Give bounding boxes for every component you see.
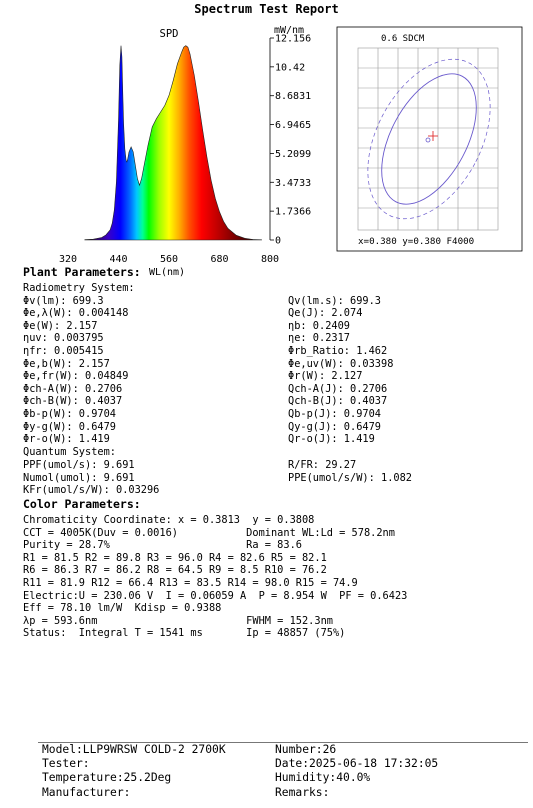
color-param-line: λp = 593.6nm FWHM = 152.3nm — [23, 614, 333, 627]
footer-left-field: Tester: — [42, 757, 90, 771]
quantum-param-left: PPF(umol/s): 9.691 — [23, 459, 135, 471]
plant-param-left: Φy-g(W): 0.6479 — [23, 420, 116, 433]
x-tick-label: 680 — [210, 254, 229, 265]
color-parameters-heading: Color Parameters: — [23, 497, 141, 511]
plant-param-right: Qv(lm.s): 699.3 — [288, 294, 381, 307]
plant-param-right: ηb: 0.2409 — [288, 319, 350, 332]
cie-sdcm-panel — [0, 0, 533, 260]
y-tick-label: 12.156 — [275, 33, 312, 45]
plant-param-right: Φr(W): 2.127 — [288, 370, 363, 383]
plant-param-right: Qch-B(J): 0.4037 — [288, 395, 388, 408]
y-tick-label: 10.42 — [275, 62, 306, 74]
quantum-param-right: R/FR: 29.27 — [288, 459, 357, 471]
plant-param-left: Φe,fr(W): 0.04849 — [23, 370, 129, 383]
x-tick-label: 320 — [58, 254, 78, 265]
color-param-line: Purity = 28.7% Ra = 83.6 — [23, 539, 302, 552]
y-tick-label: 5.2099 — [275, 148, 312, 160]
spd-title: SPD — [159, 28, 179, 40]
y-tick-label: 8.6831 — [275, 91, 312, 103]
footer-left-field: Manufacturer: — [42, 785, 131, 799]
quantum-param-right: PPE(umol/s/W): 1.082 — [288, 471, 412, 484]
plant-param-right: Φe,uv(W): 0.03398 — [288, 357, 394, 370]
quantum-param-left: Numol(umol): 9.691 — [23, 471, 135, 484]
plant-param-right: Qr-o(J): 1.419 — [288, 433, 375, 446]
plant-param-left: Φe,λ(W): 0.004148 — [23, 307, 129, 320]
quantum-heading: Quantum System: — [23, 446, 116, 458]
plant-param-left: Φch-A(W): 0.2706 — [23, 382, 123, 395]
plant-param-left: Φe,b(W): 2.157 — [23, 357, 110, 370]
x-tick-label: 560 — [159, 254, 179, 265]
plant-param-left: Φv(lm): 699.3 — [23, 294, 104, 307]
x-tick-label: 800 — [260, 254, 280, 265]
plant-param-right: ηe: 0.2317 — [288, 332, 350, 345]
footer-left-field: Model:LLP9WRSW COLD-2 2700K — [42, 743, 226, 756]
color-param-line: Status: Integral T = 1541 ms Ip = 48857 (75%) — [23, 627, 346, 640]
spd-ylabel: mW/nm — [273, 25, 305, 36]
radiometry-heading: Radiometry System: — [23, 282, 135, 294]
y-tick-label: 3.4733 — [275, 177, 312, 189]
plant-param-left: Φr-o(W): 1.419 — [23, 433, 110, 446]
y-tick-label: 6.9465 — [275, 120, 312, 132]
plant-param-right: Qy-g(J): 0.6479 — [288, 420, 381, 433]
spd-xlabel: WL(nm) — [148, 267, 186, 278]
color-param-line: Eff = 78.10 lm/W Kdisp = 0.9388 — [23, 602, 222, 615]
plant-param-right: Qch-A(J): 0.2706 — [288, 382, 388, 395]
footer-right-field: Humidity:40.0% — [275, 771, 371, 785]
color-param-line: R6 = 86.3 R7 = 86.2 R8 = 64.5 R9 = 8.5 R10 = 76.2 — [23, 564, 327, 577]
report-title: Spectrum Test Report — [194, 2, 339, 16]
color-param-line: Chromaticity Coordinate: x = 0.3813 y = 0.3808 — [23, 514, 315, 526]
y-tick-label: 0 — [275, 235, 282, 247]
plant-param-left: Φb-p(W): 0.9704 — [23, 407, 116, 420]
plant-param-right: Φrb_Ratio: 1.462 — [288, 344, 388, 357]
quantum-param-left: KFr(umol/s/W): 0.03296 — [23, 484, 160, 497]
y-tick-label: 1.7366 — [275, 206, 312, 218]
color-param-line: R11 = 81.9 R12 = 66.4 R13 = 83.5 R14 = 98.0 R15 = 74.9 — [23, 577, 358, 589]
plant-param-left: Φe(W): 2.157 — [23, 319, 98, 332]
plant-param-left: ηuv: 0.003795 — [23, 332, 104, 345]
footer-right-field: Number:26 — [275, 743, 337, 756]
plant-parameters-heading: Plant Parameters: — [23, 265, 141, 279]
x-tick-label: 440 — [109, 254, 128, 265]
color-param-line: CCT = 4005K(Duv = 0.0016) Dominant WL:Ld = 578.2nm — [23, 526, 395, 539]
footer-right-field: Remarks: — [275, 785, 330, 799]
plant-param-right: Qb-p(J): 0.9704 — [288, 407, 381, 420]
color-param-line: Electric:U = 230.06 V I = 0.06059 A P = 8.954 W PF = 0.6423 — [23, 589, 408, 602]
plant-param-left: Φch-B(W): 0.4037 — [23, 395, 123, 408]
cie-readout: x=0.380 y=0.380 F4000 — [358, 236, 475, 247]
footer-left-field: Temperature:25.2Deg — [42, 771, 172, 785]
color-param-line: R1 = 81.5 R2 = 89.8 R3 = 96.0 R4 = 82.6 R5 = 82.1 — [23, 551, 327, 564]
cie-label: 0.6 SDCM — [381, 34, 425, 44]
footer-right-field: Date:2025-06-18 17:32:05 — [275, 757, 439, 771]
plant-param-right: Qe(J): 2.074 — [288, 307, 363, 320]
plant-param-left: ηfr: 0.005415 — [23, 344, 104, 357]
